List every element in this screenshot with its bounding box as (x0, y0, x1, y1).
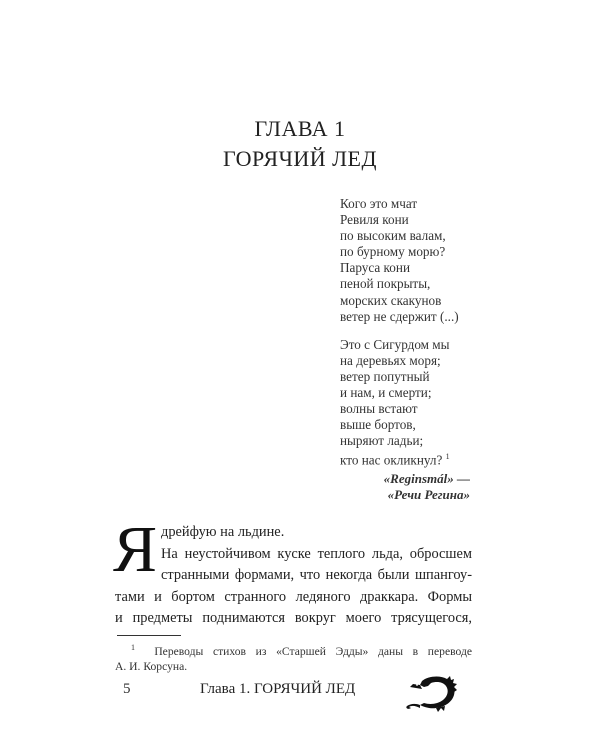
drop-cap: Я (113, 513, 158, 586)
verse-line: Ревиля кони (340, 212, 409, 228)
attribution-line: «Reginsmál» — (383, 470, 470, 486)
verse-line: выше бортов, (340, 417, 416, 433)
body-line: дрейфую на льдине. (161, 524, 285, 540)
body-line: На неустойчивом куске теплого льда, обросшем (161, 545, 472, 562)
footnote-divider (117, 635, 181, 636)
running-head: Глава 1. ГОРЯЧИЙ ЛЕД (200, 681, 356, 697)
footnote-text-1: Переводы стихов из «Старшей Эдды» даны в переводе (154, 644, 472, 658)
verse-line: ветер попутный (340, 368, 430, 384)
verse-line: по высоким валам, (340, 228, 446, 244)
epigraph-attribution (340, 471, 470, 503)
chapter-title: ГОРЯЧИЙ ЛЕД (222, 146, 378, 171)
verse-line: ветер не сдержит (...) (340, 308, 459, 324)
page-number: 5 (123, 681, 131, 697)
verse-line: пеной покрыты, (340, 276, 431, 292)
body-line: и предметы поднимаются вокруг моего трясущегося, (115, 610, 472, 626)
verse-line: на деревьях моря; (340, 352, 441, 368)
verse-line: Паруса кони (340, 260, 410, 276)
body-text (113, 513, 472, 630)
verse-line: морских скакунов (340, 292, 442, 308)
footnote-marker: 1 (131, 643, 135, 652)
verse-line: Это с Сигурдом мы (340, 336, 450, 352)
dragon-icon (400, 673, 460, 713)
verse-line: волны встают (340, 401, 418, 417)
epigraph-stanza-1 (340, 196, 500, 325)
verse-line-last (340, 449, 500, 468)
attribution-line: «Речи Регина» (387, 486, 470, 502)
verse-line: по бурному морю? (340, 244, 446, 260)
footnote-line-1 (115, 640, 472, 659)
footnote-reference[interactable]: 1 (445, 452, 450, 462)
verse-line: и нам, и смерти; (340, 385, 432, 401)
epigraph (340, 196, 500, 503)
verse-line: ныряют ладьи; (340, 433, 424, 449)
verse-line: Кого это мчат (340, 196, 418, 211)
epigraph-stanza-2 (340, 337, 500, 469)
body-line: тами и бортом странного ледяного драккара. Формы (115, 588, 472, 605)
footnote-line-2: А. И. Корсуна. (115, 659, 188, 673)
verse-line-text: кто нас окликнул? (340, 452, 443, 468)
footnote (115, 640, 472, 674)
chapter-number: ГЛАВА 1 (254, 116, 346, 141)
body-line: странными формами, что некогда были шпангоу- (161, 567, 472, 583)
